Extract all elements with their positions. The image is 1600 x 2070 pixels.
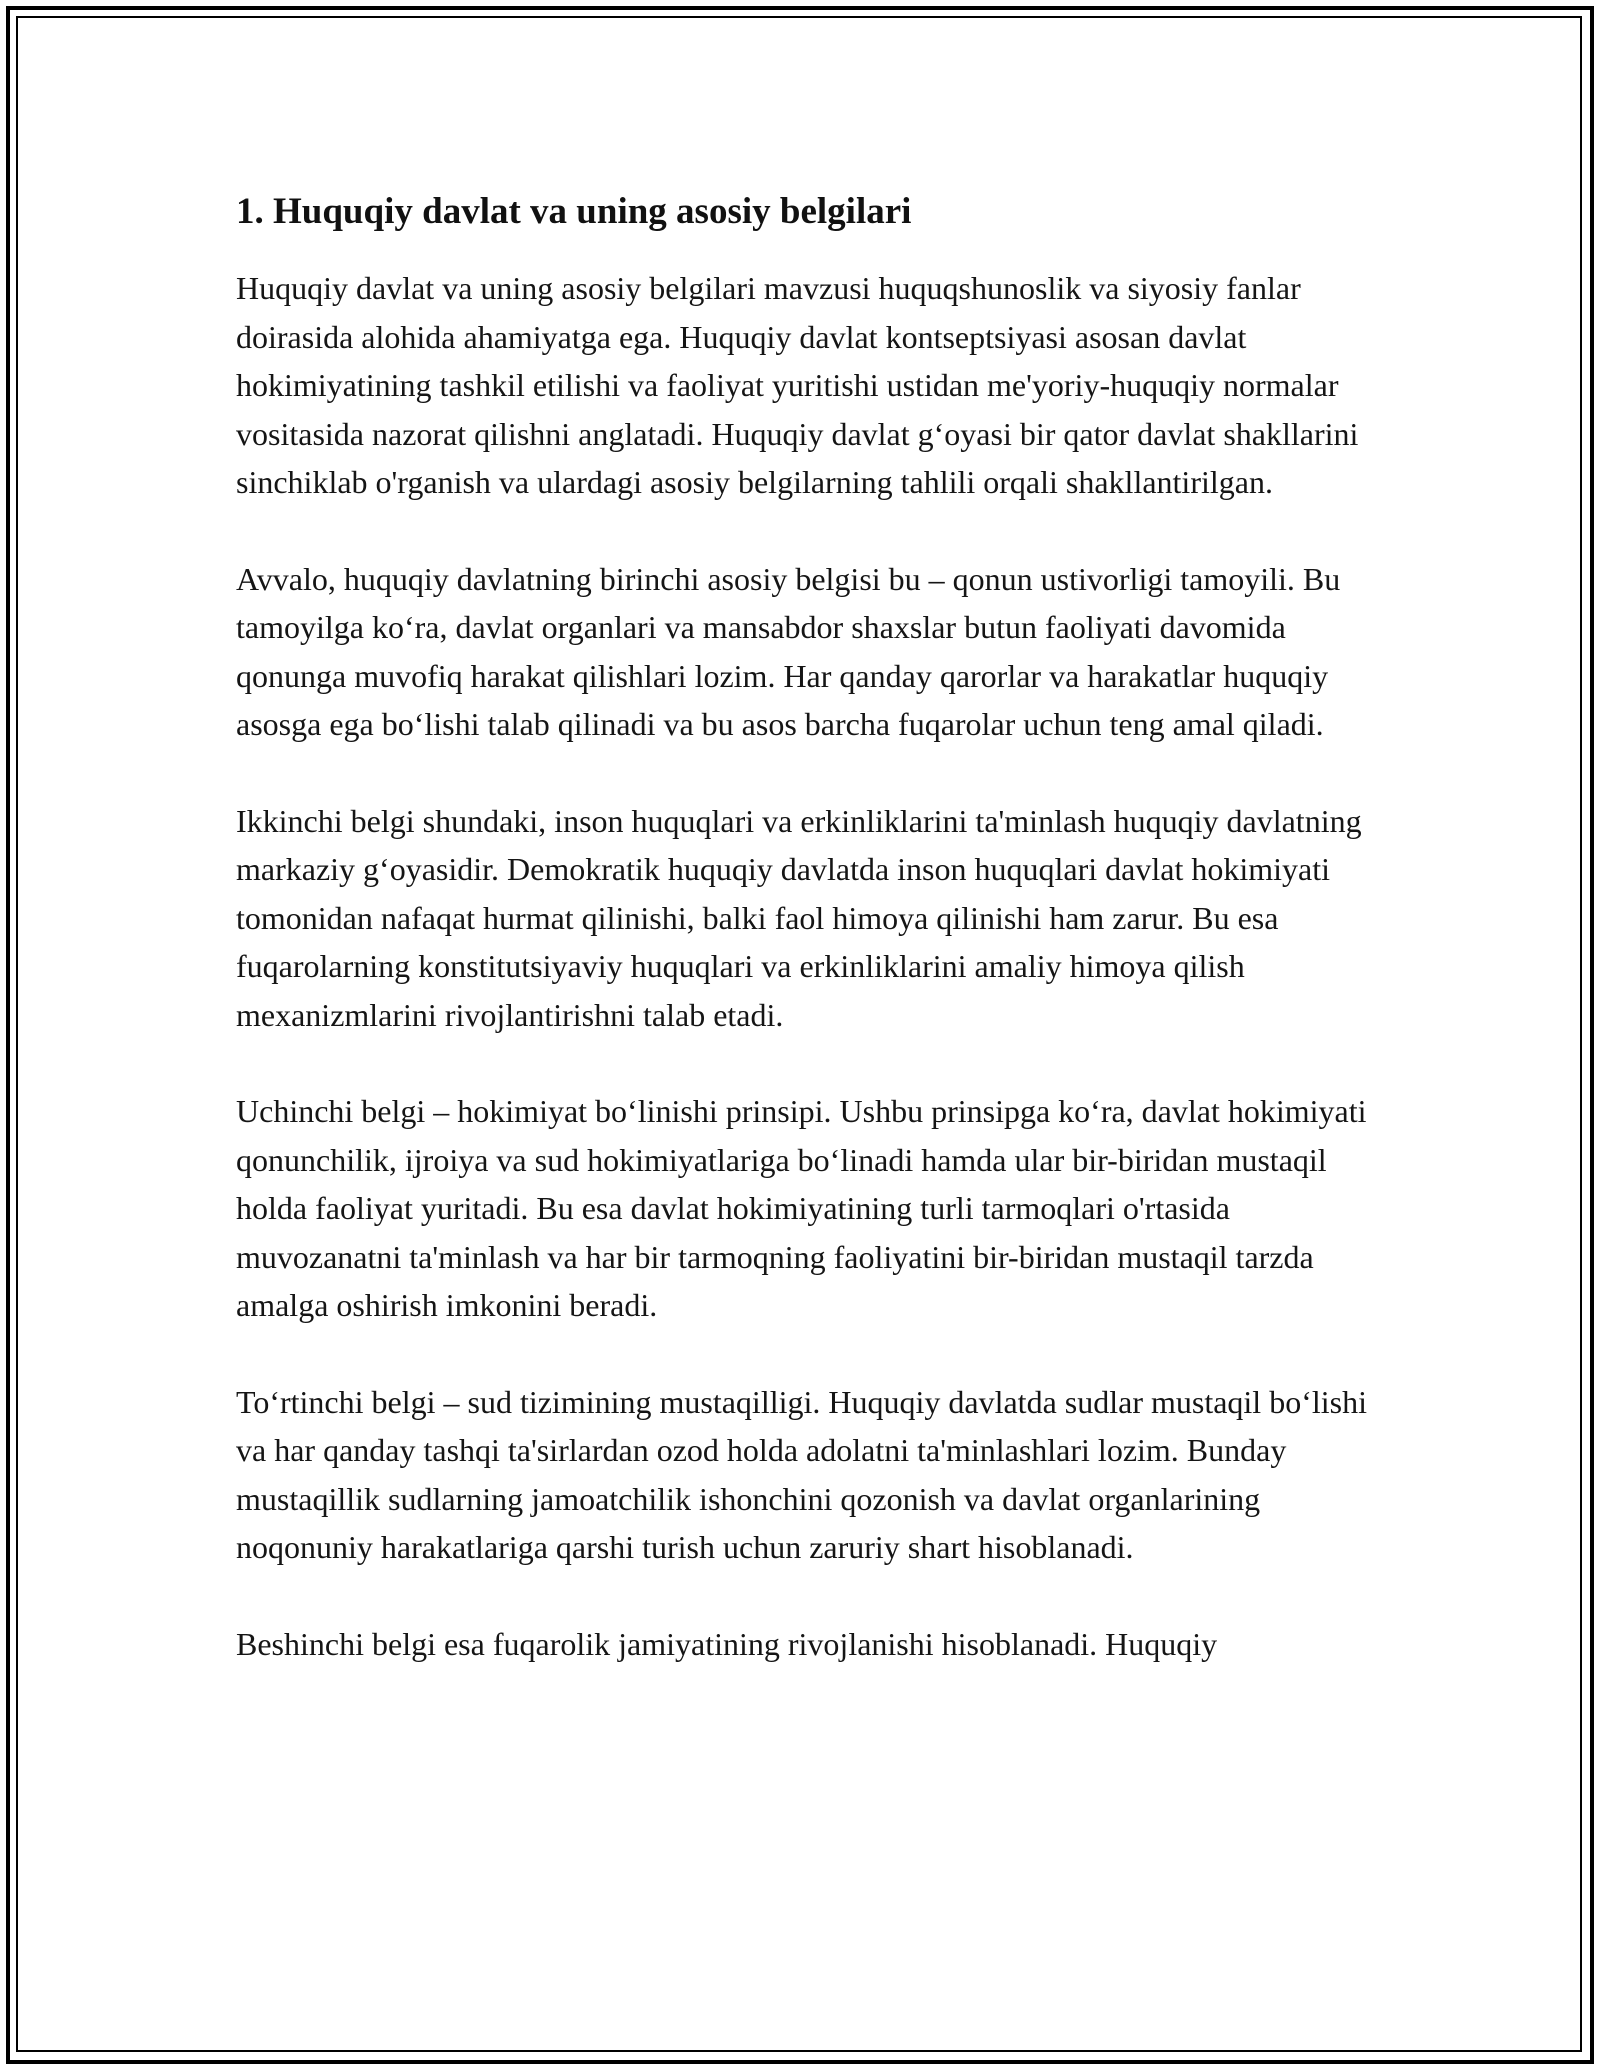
paragraph-fifth-feature: Beshinchi belgi esa fuqarolik jamiyatining rivojlanishi hisoblanadi. Huquqiy: [236, 1625, 1218, 1662]
paragraph-intro: Huquqiy davlat va uning asosiy belgilari mavzusi huquqshunoslik va siyosiy fanlar doirasida alohida ahamiyatga ega. Huquqiy davlat kontseptsiyasi asosan davlat hokimiyatining tashkil etilishi va faoliyat yuritishi ustidan me'yoriy-huquqiy normalar vositasida nazorat qilishni anglatadi. Huquqiy davlat g‘oyasi bir qator davlat shakllarini sinchiklab o'rganish va ulardagi asosiy belgilarning tahlili orqali shakllantirilgan.: [236, 270, 1359, 501]
document-body: [236, 188, 1386, 1716]
paragraph-first-feature: Avvalo, huquqiy davlatning birinchi asosiy belgisi bu – qonun ustivorligi tamoyili. Bu tamoyilga ko‘ra, davlat organlari va mansabdor shaxslar butun faoliyati davomida qonunga muvofiq harakat qilishlari lozim. Har qanday qarorlar va harakatlar huquqiy asosga ega bo‘lishi talab qilinadi va bu asos barcha fuqarolar uchun teng amal qiladi.: [236, 560, 1341, 743]
section-heading: 1. Huquqiy davlat va uning asosiy belgilari: [236, 191, 912, 232]
paragraph-second-feature: Ikkinchi belgi shundaki, inson huquqlari va erkinliklarini ta'minlash huquqiy davlatning markaziy g‘oyasidir. Demokratik huquqiy davlatda inson huquqlari davlat hokimiyati tomonidan nafaqat hurmat qilinishi, balki faol himoya qilinishi ham zarur. Bu esa fuqarolarning konstitutsiyaviy huquqlari va erkinliklarini amaliy himoya qilish mexanizmlarini rivojlantirishni talab etadi.: [236, 802, 1362, 1033]
paragraph-third-feature: Uchinchi belgi – hokimiyat bo‘linishi prinsipi. Ushbu prinsipga ko‘ra, davlat hokimiyati qonunchilik, ijroiya va sud hokimiyatlariga bo‘linadi hamda ular bir-biridan mustaqil holda faoliyat yuritadi. Bu esa davlat hokimiyatining turli tarmoqlari o'rtasida muvozanatni ta'minlash va har bir tarmoqning faoliyatini bir-biridan mustaqil tarzda amalga oshirish imkonini beradi.: [236, 1093, 1367, 1324]
paragraph-fourth-feature: To‘rtinchi belgi – sud tizimining mustaqilligi. Huquqiy davlatda sudlar mustaqil bo‘lishi va har qanday tashqi ta'sirlardan ozod holda adolatni ta'minlashlari lozim. Bunday mustaqillik sudlarning jamoatchilik ishonchini qozonish va davlat organlarining noqonuniy harakatlariga qarshi turish uchun zaruriy shart hisoblanadi.: [236, 1383, 1367, 1566]
